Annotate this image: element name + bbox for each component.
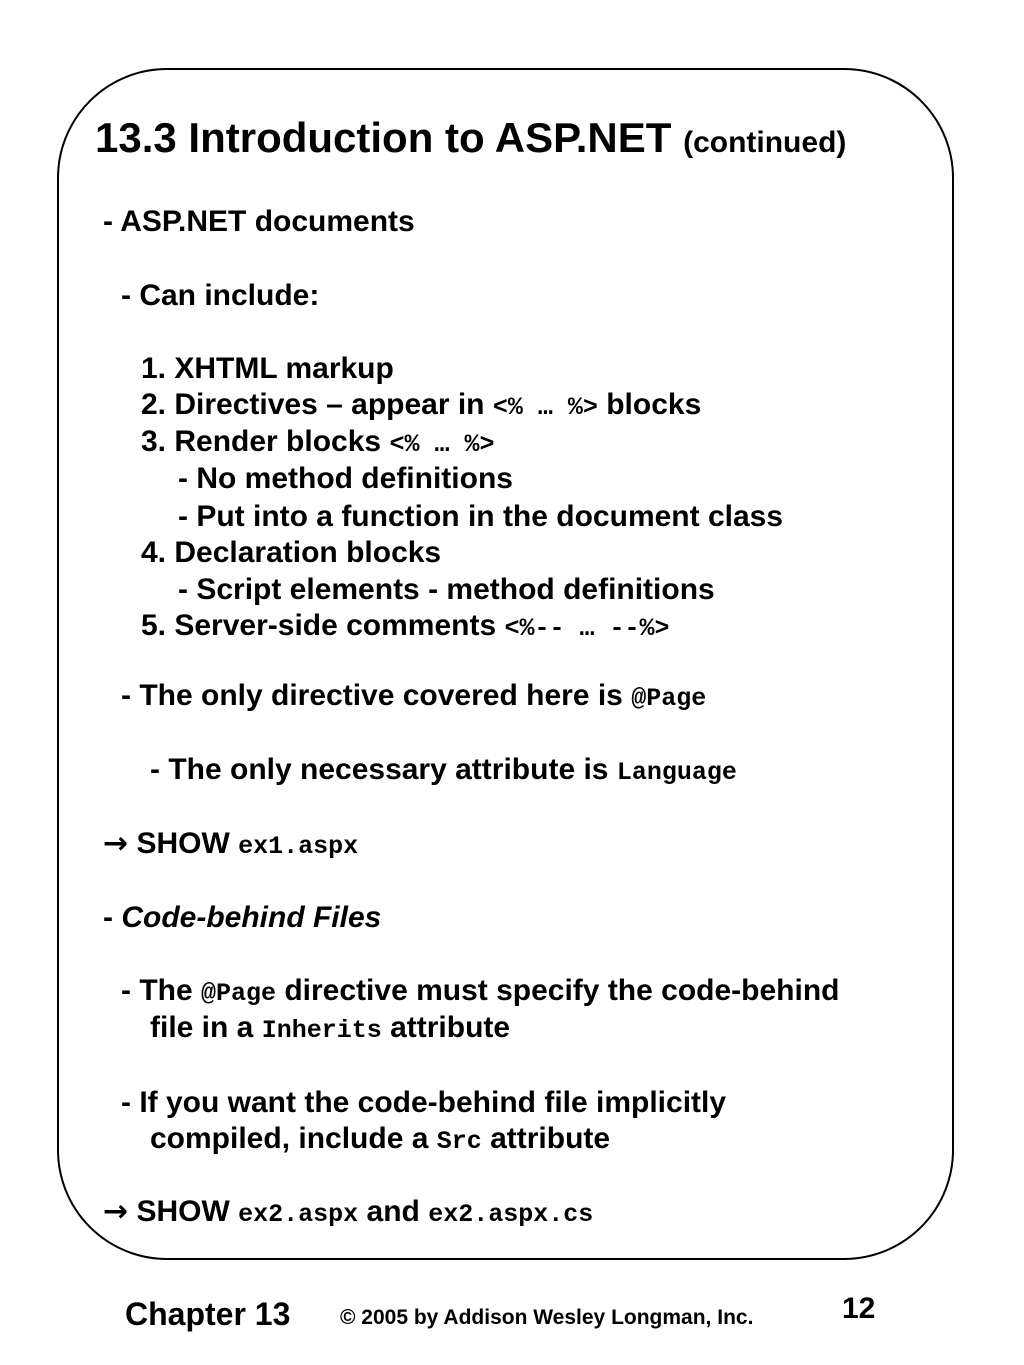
line-text: - The	[121, 974, 201, 1007]
code-text: @Page	[631, 684, 707, 713]
code-text: <% … %>	[492, 393, 598, 422]
line-text: attribute	[381, 1011, 511, 1044]
line-page-directive	[121, 973, 839, 1012]
line-put-into: - Put into a function in the document class	[178, 500, 784, 533]
line-directives	[141, 387, 701, 426]
line-show-ex2	[103, 1194, 593, 1233]
line-necessary-attr	[150, 752, 737, 791]
code-text: ex2.aspx.cs	[428, 1200, 594, 1229]
line-inherits	[150, 1010, 510, 1049]
line-text: 2. Directives – appear in	[141, 388, 493, 421]
code-text: @Page	[201, 979, 277, 1008]
line-text: blocks	[597, 388, 702, 421]
line-can-include: - Can include:	[121, 279, 320, 312]
line-show-ex1	[103, 826, 358, 865]
code-text: <% … %>	[389, 430, 495, 459]
line-declaration: 4. Declaration blocks	[141, 536, 442, 569]
code-text: Src	[436, 1127, 482, 1156]
title-main: 13.3 Introduction to ASP.NET	[95, 114, 672, 161]
line-text: SHOW	[128, 827, 239, 860]
line-server-comments	[141, 608, 670, 647]
italic-text: Code-behind Files	[121, 901, 382, 934]
footer-copyright: © 2005 by Addison Wesley Longman, Inc.	[340, 1306, 754, 1329]
line-text: and	[358, 1195, 429, 1228]
line-only-directive	[121, 678, 706, 717]
line-code-behind-heading	[103, 900, 381, 936]
line-text: directive must specify the code-behind	[276, 974, 840, 1007]
code-text: ex1.aspx	[238, 832, 359, 861]
line-text: compiled, include a	[150, 1122, 437, 1155]
line-text: - The only necessary attribute is	[150, 753, 617, 786]
code-text: Language	[616, 758, 737, 787]
line-asp-docs: - ASP.NET documents	[103, 205, 415, 238]
line-text: SHOW	[128, 1195, 239, 1228]
slide-frame	[57, 68, 954, 1260]
line-text: -	[103, 901, 122, 934]
title-sub: (continued)	[683, 126, 847, 159]
line-text: attribute	[481, 1122, 611, 1155]
arrow-right-icon: →	[103, 1194, 129, 1229]
line-if-you-want: - If you want the code-behind file implicitly	[121, 1086, 727, 1119]
line-no-method: - No method definitions	[178, 462, 513, 495]
page-number: 12	[842, 1292, 876, 1325]
code-text: <%-- … --%>	[504, 614, 670, 643]
code-text: ex2.aspx	[238, 1200, 359, 1229]
line-script-elements: - Script elements - method definitions	[178, 573, 715, 606]
line-src-attr	[150, 1121, 610, 1160]
line-render-blocks	[141, 424, 494, 463]
line-text: 3. Render blocks	[141, 425, 390, 458]
line-text: 5. Server-side comments	[141, 609, 505, 642]
footer-chapter: Chapter 13	[125, 1296, 291, 1332]
line-text: - The only directive covered here is	[121, 679, 632, 712]
page-title	[95, 114, 846, 167]
line-xhtml: 1. XHTML markup	[141, 352, 394, 385]
line-text: file in a	[150, 1011, 262, 1044]
code-text: Inherits	[261, 1016, 382, 1045]
arrow-right-icon: →	[103, 826, 129, 861]
